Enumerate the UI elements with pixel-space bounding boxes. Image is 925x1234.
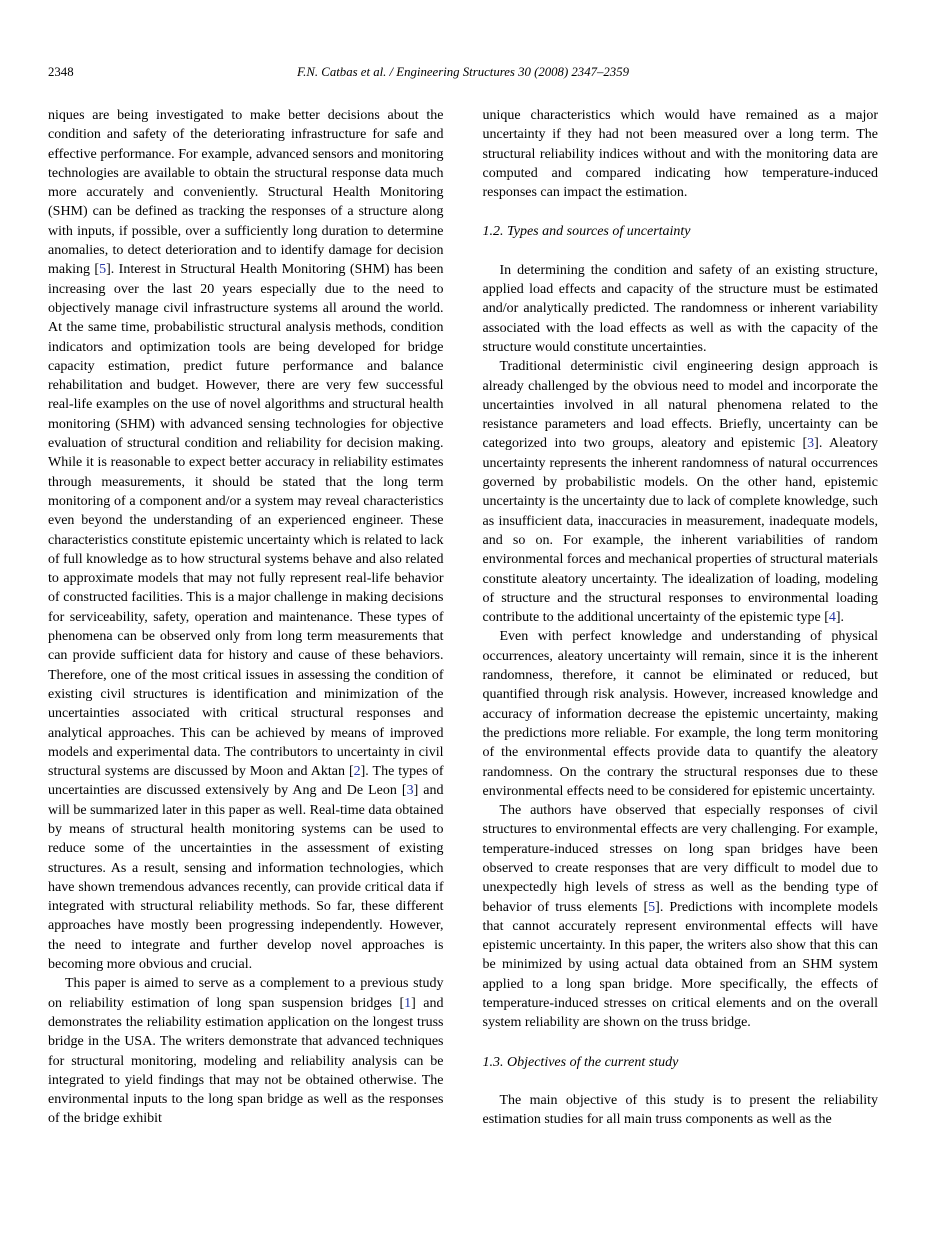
paragraph: This paper is aimed to serve as a complement to a previous study on reliability estimation of long span suspension bridges [1] and demonstrates the reliability estimation application on the longest truss bridge in the USA. The writers demonstrate that advanced techniques for structural monitoring, modeling and reliability analysis can be integrated to yield findings that may not be obtained otherwise. The environmental inputs to the long span bridge as well as the responses of the bridge exhibit xyxy=(48,976,444,1127)
section-heading: 1.2. Types and sources of uncertainty xyxy=(482,224,691,240)
citation-link[interactable]: 2 xyxy=(353,764,361,780)
paragraph: In determining the condition and safety of an existing structure, applied load effects and capacity of the structure must be estimated and/or analytically predicted. The randomness or inherent variability associated with the load effects as well as with the capacity of the structure would constitute uncertainties. xyxy=(482,262,878,355)
two-column-body xyxy=(48,106,878,1130)
paragraph: Traditional deterministic civil engineering design approach is already challenged by the obvious need to model and incorporate the uncertainties involved in all natural phenomena related to the resistance parameters and load effects. Briefly, uncertainty can be categorized into two groups, aleatory and epistemic [3]. Aleatory uncertainty represents the inherent randomness of natural occurrences governed by probabilistic models. On the other hand, epistemic uncertainty is the uncertainty due to lack of complete knowledge, such as insufficient data, inaccuracies in measurement, inadequate models, and so on. For example, the inherent variabilities of random environmental forces and mechanical properties of structural materials constitute aleatory uncertainty. The idealization of loading, modeling of structure and the structural responses to environmental loading contribute to the additional uncertainty of the epistemic type [4]. xyxy=(482,359,878,626)
page-header xyxy=(48,64,878,80)
citation-link[interactable]: 4 xyxy=(828,610,836,626)
running-head: F.N. Catbas et al. / Engineering Structures 30 (2008) 2347–2359 xyxy=(297,65,629,79)
citation-link[interactable]: 1 xyxy=(404,995,412,1011)
paragraph: The authors have observed that especially responses of civil structures to environmental effects are very challenging. For example, temperature-induced stresses on long span bridges have been observed to create responses that are very difficult to model due to unexpectedly high levels of stress as well as the bending type of behavior of truss elements [5]. Predictions with incomplete models that cannot accurately represent environmental effects will have epistemic uncertainty. In this paper, the writers also show that this can be minimized by using actual data obtained from an SHM system applied to a long span bridge. More specifically, the effects of temperature-induced stresses on critical elements and on the overall system reliability are shown on the truss bridge. xyxy=(482,803,879,1031)
citation-link[interactable]: 5 xyxy=(99,262,107,278)
citation-link[interactable]: 3 xyxy=(406,783,414,799)
paragraph: Even with perfect knowledge and understanding of physical occurrences, aleatory uncertainty will remain, since it is the inherent randomness, therefore, it cannot be eliminated or reduced, but quantified through risk analysis. However, increased knowledge and accuracy of information decrease the epistemic uncertainty, making the predictions more reliable. For example, the long term monitoring of the environmental effects provide data to quantify the aleatory randomness. On the contrary the structural responses due to these environmental effects need to be considered for epistemic uncertainty. xyxy=(482,629,878,799)
page-number: 2348 xyxy=(48,65,74,79)
paragraph: The main objective of this study is to present the reliability estimation studies for all main truss components as well as the xyxy=(482,1092,878,1128)
paragraph: unique characteristics which would have remained as a major uncertainty if they had not been measured over a long term. The structural reliability indices without and with the monitoring data are computed and compared indicating how temperature-induced responses can impact the estimation. xyxy=(482,108,878,201)
left-column xyxy=(48,106,444,1130)
section-heading: 1.3. Objectives of the current study xyxy=(482,1054,679,1070)
right-column xyxy=(483,106,879,1130)
citation-link[interactable]: 5 xyxy=(648,899,656,915)
paragraph: niques are being investigated to make better decisions about the condition and safety of the deteriorating infrastructure for safe and effective performance. For example, advanced sensors and monitoring technologies are available to obtain the structural response data much more accurately and conveniently. Structural Health Monitoring (SHM) can be defined as tracking the responses of a structure along with inputs, if possible, over a sufficiently long duration to determine anomalies, to detect deterioration and to identify damage for decision making [5]. Interest in Structural Health Monitoring (SHM) has been increasing over the last 20 years especially due to the need to objectively manage civil infrastructure systems all around the world. At the same time, probabilistic structural analysis methods, condition indicators and optimization tools are being developed for bridge capacity estimation, predict future performance and balance rehabilitation and budget. However, there are very few successful real-life examples on the use of novel algorithms and structural health monitoring (SHM) with advanced sensing technologies for objective evaluation of structural condition and reliability for decision making. While it is reasonable to expect better accuracy in reliability estimates through measurements, it should be stated that the long term monitoring of a component and/or a system may reveal characteristics even beyond the understanding of an experienced engineer. These characteristics constitute epistemic uncertainty which is related to lack of full knowledge as to how structural systems behave and also related to approximate models that may not fully represent real-life behavior of constructed facilities. This is a major challenge in making decisions for serviceability, safety, operation and maintenance. These types of phenomena can be observed only from long term measurements that can provide sufficient data for history and cause of these behaviors. Therefore, one of the most critical issues in assessing the condition of existing civil structures is identification and minimization of the uncertainties associated with critical structural responses and analytical approaches. This can be achieved by means of improved models and experimental data. The contributors to uncertainty in civil structural systems are discussed by Moon and Aktan [2]. The types of uncertainties are discussed extensively by Ang and De Leon [3] and will be summarized later in this paper as well. Real-time data obtained by means of structural health monitoring systems can be used to reduce some of the uncertainties in the assessment of existing structures. As a result, sensing and information technologies, which have shown tremendous advances recently, can provide critical data if integrated with structural reliability methods. So far, these different approaches have mostly been progressing independently. However, the need to integrate and further develop novel approaches is becoming more obvious and crucial. xyxy=(48,108,444,973)
citation-link[interactable]: 3 xyxy=(807,436,815,452)
